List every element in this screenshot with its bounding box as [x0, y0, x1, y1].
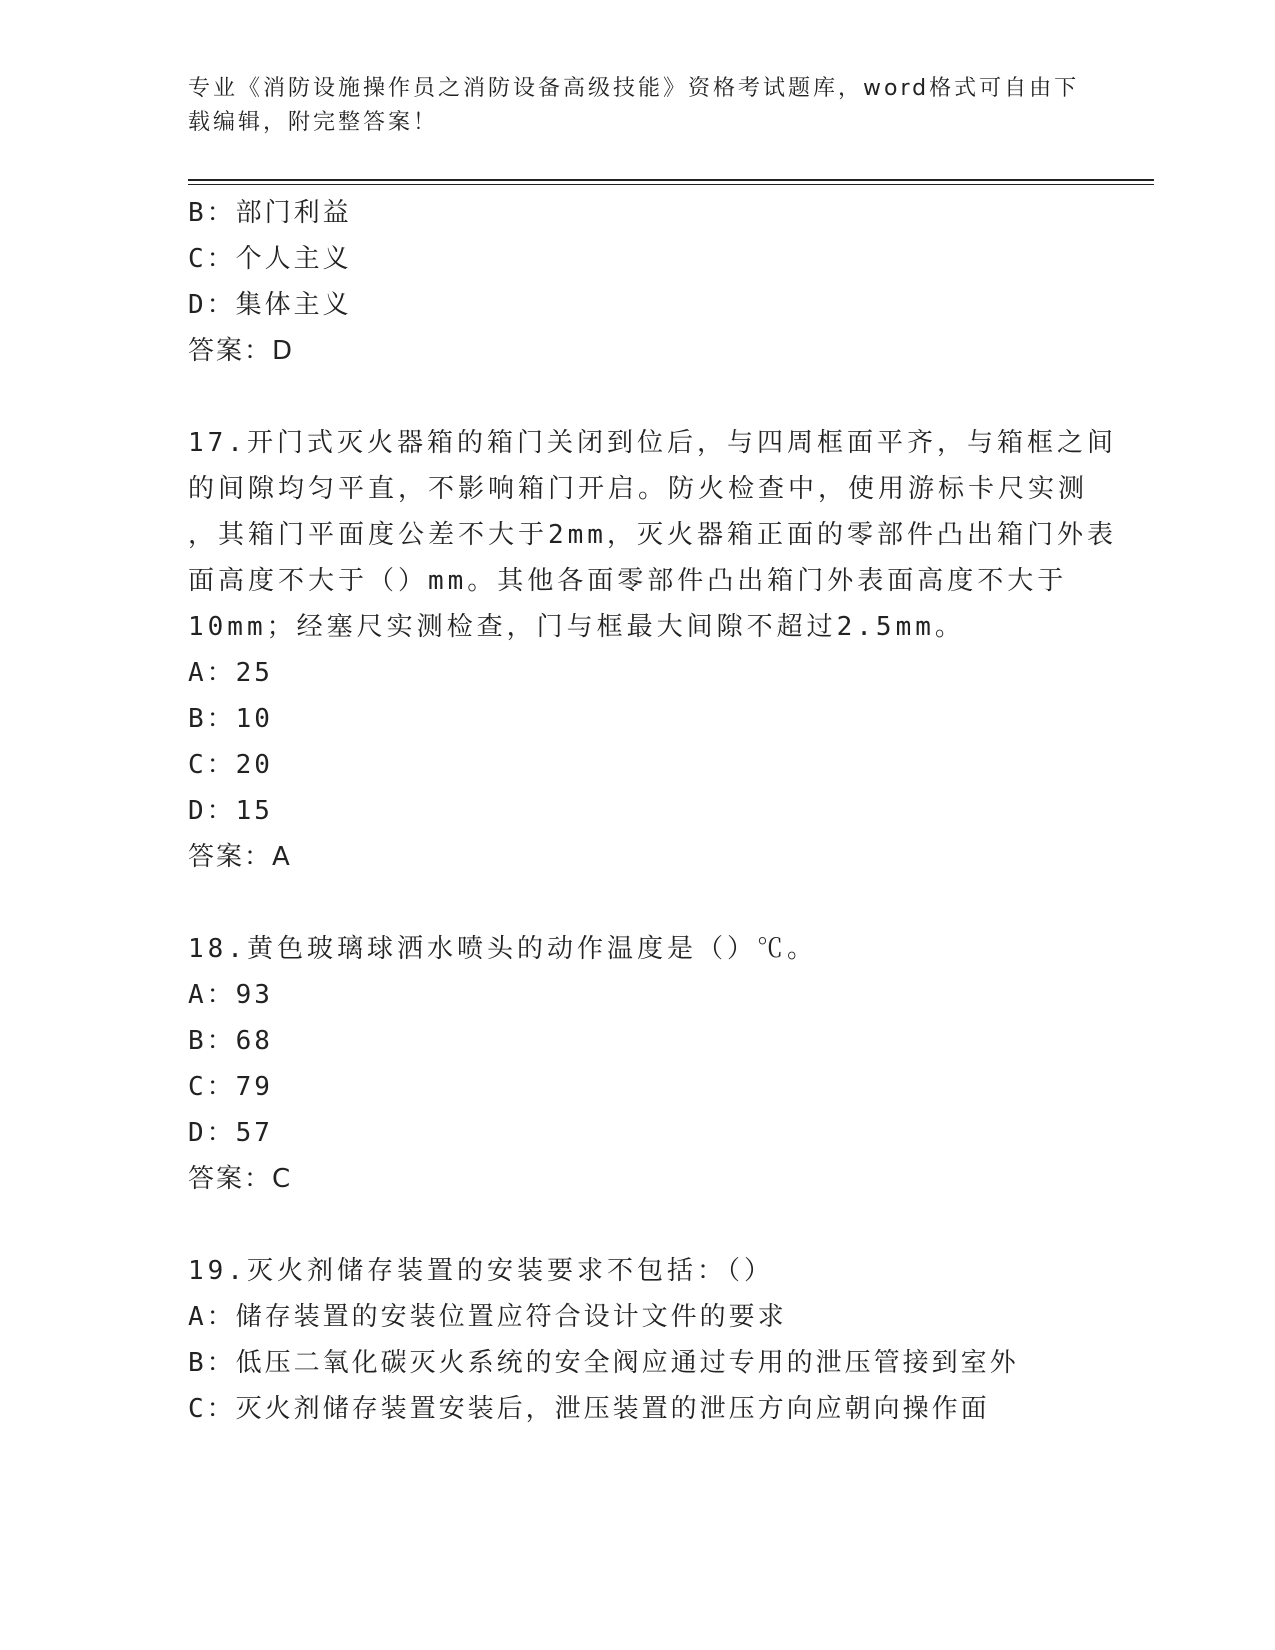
spacer	[188, 374, 1088, 420]
header-rule-thick	[188, 179, 1154, 181]
option-a: A：93	[188, 980, 273, 1010]
answer: 答案：D	[188, 336, 295, 366]
option-d: D：57	[188, 1118, 273, 1148]
header-rule-thin	[188, 184, 1154, 185]
option-b: B：低压二氧化碳灭火系统的安全阀应通过专用的泄压管接到室外	[188, 1348, 1019, 1378]
option-c: C：79	[188, 1072, 273, 1102]
answer: 答案：C	[188, 1164, 293, 1194]
spacer	[188, 1202, 1088, 1248]
question-text-line: 19.灭火剂储存装置的安装要求不包括：（）	[188, 1256, 774, 1286]
question-18	[188, 926, 1088, 1202]
question-text-line: 面高度不大于（）mm。其他各面零部件凸出箱门外表面高度不大于	[188, 566, 1068, 596]
document-header	[188, 72, 1088, 140]
option-c: C：灭火剂储存装置安装后，泄压装置的泄压方向应朝向操作面	[188, 1394, 990, 1424]
option-c: C：个人主义	[188, 244, 352, 274]
question-17	[188, 420, 1117, 880]
option-a: A：储存装置的安装位置应符合设计文件的要求	[188, 1302, 787, 1332]
option-b: B：部门利益	[188, 198, 352, 228]
answer: 答案：A	[188, 842, 292, 872]
question-text-line: 10mm；经塞尺实测检查，门与框最大间隙不超过2.5mm。	[188, 612, 965, 642]
option-d: D：15	[188, 796, 273, 826]
header-line-2: 载编辑，附完整答案！	[188, 110, 439, 135]
question-text-line: ，其箱门平面度公差不大于2mm，灭火器箱正面的零部件凸出箱门外表	[188, 520, 1117, 550]
option-b: B：68	[188, 1026, 273, 1056]
option-a: A：25	[188, 658, 273, 688]
option-d: D：集体主义	[188, 290, 352, 320]
question-text-line: 18.黄色玻璃球洒水喷头的动作温度是（）℃。	[188, 934, 817, 964]
question-text-line: 17.开门式灭火器箱的箱门关闭到位后，与四周框面平齐，与箱框之间	[188, 428, 1117, 458]
question-19	[188, 1248, 1088, 1432]
option-c: C：20	[188, 750, 273, 780]
question-text-line: 的间隙均匀平直，不影响箱门开启。防火检查中，使用游标卡尺实测	[188, 474, 1089, 504]
option-b: B：10	[188, 704, 273, 734]
header-line-1: 专业《消防设施操作员之消防设备高级技能》资格考试题库，word格式可自由下	[188, 76, 1080, 101]
spacer	[188, 880, 1088, 926]
question-content	[188, 190, 1117, 1432]
